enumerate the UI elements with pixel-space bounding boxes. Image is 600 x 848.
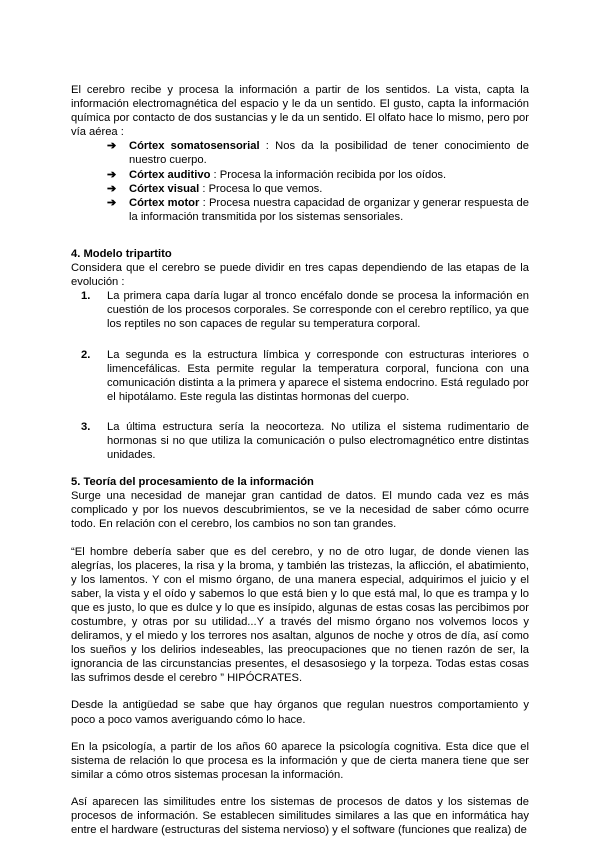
item-text: La segunda es la estructura límbica y corresponde con estructuras interiores o limencefálicas. Esta permite regular la temperatura corporal, funciona con una comunicación distinta a la primera y aparece el sistema endocrino. Está regulado por el hipotálamo. Este regula las distintas hormonas del cuerpo. [107, 348, 529, 403]
section5-paragraph-4: En la psicología, a partir de los años 60 aparece la psicología cognitiva. Esta dice que el sistema de relación lo que procesa es la información y que de cierta manera tiene que ser similar a cómo otros sistemas procesan la información. [71, 740, 529, 781]
cortex-term: Córtex motor [129, 196, 200, 209]
spacer [71, 462, 529, 475]
section5-paragraph-3: Desde la antigüedad se sabe que hay órganos que regulan nuestros comportamiento y poco a poco vamos averiguando cómo lo hace. [71, 699, 529, 726]
section5-paragraph-1: Surge una necesidad de manejar gran cantidad de datos. El mundo cada vez es más complicado y por los nuevos descubrimientos, se ve la necesidad de saber cómo ocurre todo. En relación con el cerebro, los cambios no son tan grandes. [71, 490, 529, 531]
item-text: La primera capa daría lugar al tronco encéfalo donde se procesa la información en cuestión de los procesos corporales. Se corresponde con el cerebro reptílico, ya que los reptiles no son capaces de regular su temperatura corporal. [107, 290, 529, 331]
arrow-right-icon: ➔ [107, 140, 117, 153]
hipocrates-quote: “El hombre debería saber que es del cerebro, y no de otro lugar, de donde vienen las alegrías, los placeres, la risa y la broma, y también las tristezas, la aflicción, el abatimiento, y los lamentos. Y con el mismo órgano, de una manera especial, adquirimos el juicio y el saber, la vista y el oído y sabemos lo que está bien y lo que está mal, lo que es trampa y lo que es justo, lo que es dulce y lo que es insípido, algunas de estas cosas las percibimos por costumbre, y otras por su utilidad...Y a través del mismo órgano nos volvemos locos y deliramos, y el miedo y los terrores nos asaltan, algunos de noche y otros de día, así como los sueños y los delirios indeseables, las preocupaciones que no tienen razón de ser, la ignorancia de las circunstancias presentes, el desasosiego y la torpeza. Todas estas cosas las sufrimos desde el cerebro ” HIPÓCRATES. [71, 545, 529, 685]
tripartite-item-3 [71, 420, 529, 462]
cortex-term: Córtex auditivo [129, 168, 211, 181]
tripartite-item-2 [71, 348, 529, 404]
cortex-item-somatosensorial [107, 139, 529, 167]
cortex-item-motor [107, 196, 529, 224]
spacer [71, 782, 529, 795]
item-number: 3. [81, 420, 91, 433]
item-number: 2. [81, 348, 91, 361]
cortex-list [71, 139, 529, 224]
spacer [71, 685, 529, 698]
item-number: 1. [81, 290, 91, 303]
cortex-item-auditivo [107, 168, 529, 182]
document-page [71, 83, 529, 837]
cortex-description: : Procesa lo que vemos. [199, 182, 323, 195]
cortex-term: Córtex somatosensorial [129, 140, 260, 153]
tripartite-list [71, 289, 529, 462]
spacer [71, 224, 529, 247]
spacer [71, 532, 529, 545]
spacer [71, 727, 529, 740]
cortex-term: Córtex visual [129, 182, 200, 195]
cortex-description: : Procesa la información recibida por los oídos. [210, 168, 447, 181]
section-heading-modelo-tripartito: 4. Modelo tripartito [71, 247, 172, 260]
arrow-right-icon: ➔ [107, 196, 117, 209]
cortex-description: : Procesa nuestra capacidad de organizar y generar respuesta de la información transmitida por los sistemas sensoriales. [129, 196, 529, 223]
cortex-item-visual [107, 182, 529, 196]
arrow-right-icon: ➔ [107, 168, 117, 181]
tripartite-item-1 [71, 289, 529, 331]
section5-paragraph-5: Así aparecen las similitudes entre los sistemas de procesos de datos y los sistemas de procesos de información. Se establecen similitudes similares a las que en informática hay entre el hardware (estructuras del sistema nervioso) y el software (funciones que realiza) de [71, 795, 529, 837]
item-text: La última estructura sería la neocorteza. No utiliza el sistema rudimentario de hormonas si no que utiliza la comunicación o pulso electromagnético entre distintas unidades. [107, 420, 529, 462]
section-heading-procesamiento-informacion: 5. Teoría del procesamiento de la información [71, 476, 314, 489]
cortex-description: : Nos da la posibilidad de tener conocimiento de nuestro cuerpo. [129, 140, 529, 167]
intro-paragraph: El cerebro recibe y procesa la información a partir de los sentidos. La vista, capta la información electromagnética del espacio y le da un sentido. El gusto, capta la información química por contacto de dos sustancias y le da un sentido. El olfato hace lo mismo, pero por vía aérea : [71, 84, 529, 139]
arrow-right-icon: ➔ [107, 182, 117, 195]
section4-intro: Considera que el cerebro se puede dividir en tres capas dependiendo de las etapas de la evolución : [71, 262, 529, 289]
